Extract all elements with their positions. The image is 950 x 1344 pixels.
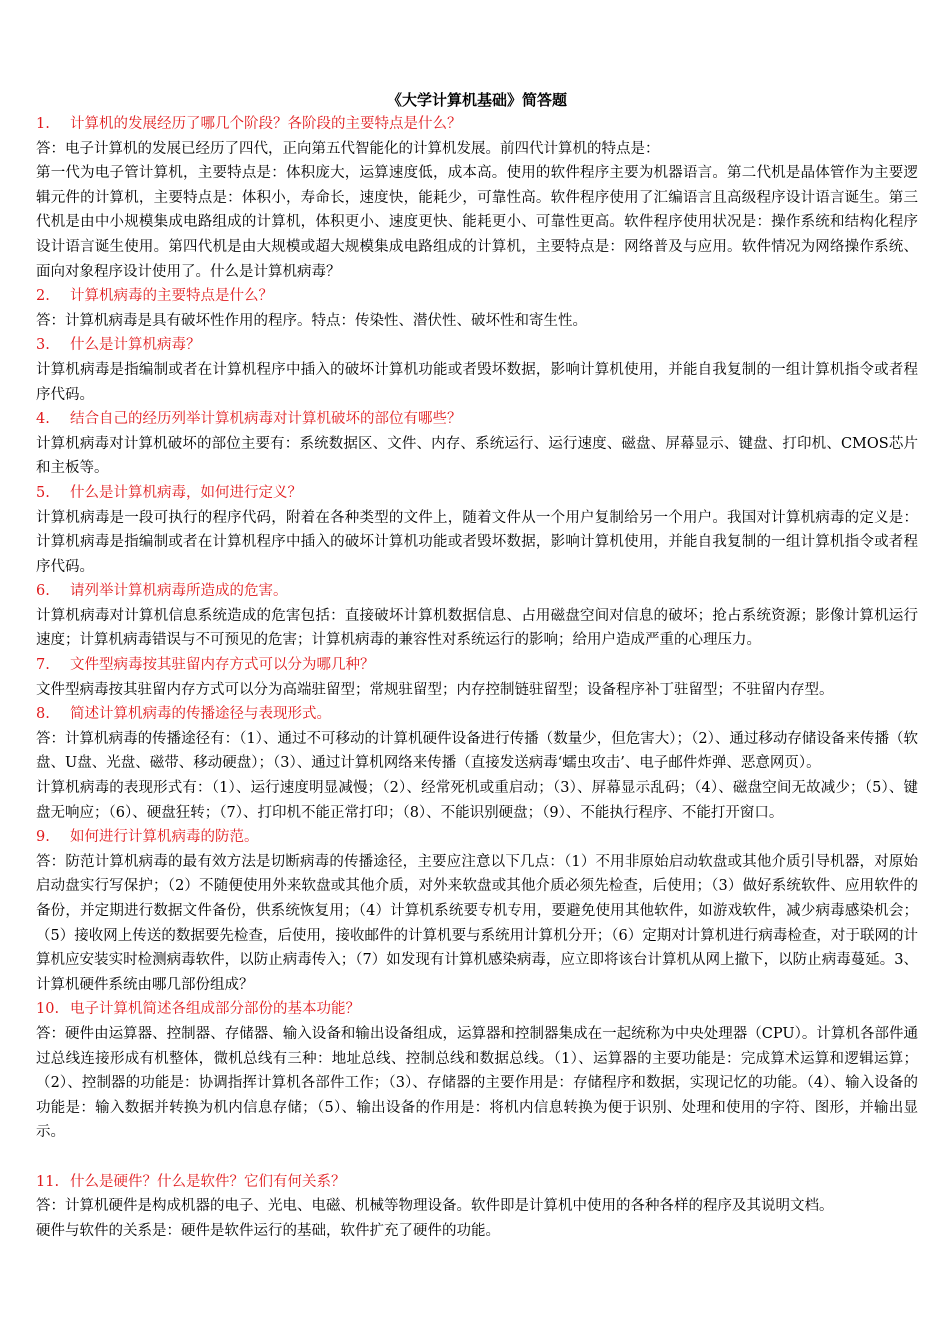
question-number: 8. (36, 706, 50, 723)
question-text: 结合自己的经历列举计算机病毒对计算机破坏的部位有哪些？ (70, 411, 462, 428)
question-number: 11. (36, 1173, 60, 1190)
qa-item-1 (36, 112, 918, 284)
question-number: 6. (36, 583, 50, 600)
document-title: 《大学计算机基础》简答题 (386, 91, 567, 109)
question-text: 文件型病毒按其驻留内存方式可以分为哪几种？ (70, 657, 375, 674)
question-3 (36, 333, 918, 358)
question-4 (36, 407, 918, 432)
question-text: 什么是硬件？什么是软件？它们有何关系？ (70, 1173, 346, 1190)
answer-paragraph: 答：计算机病毒是具有破坏性作用的程序。特点：传染性、潜伏性、破坏性和寄生性。 (36, 312, 587, 329)
answer-paragraph: 文件型病毒按其驻留内存方式可以分为高端驻留型；常规驻留型；内存控制链驻留型；设备程序补丁驻留型；不驻留内存型。 (36, 681, 834, 698)
question-text: 如何进行计算机病毒的防范。 (70, 829, 259, 846)
answer-paragraph: 计算机病毒的表现形式有：（1）、运行速度明显减慢；（2）、经常死机或重启动；（3）、屏幕显示乱码；（4）、磁盘空间无故减少；（5）、键盘无响应；（6）、硬盘狂转；（7）、打印机不能正常打印；（8）、不能识别硬盘；（9）、不能执行程序、不能打开窗口。 (36, 780, 918, 821)
qa-item-7 (36, 653, 918, 702)
qa-item-4 (36, 407, 918, 481)
question-text: 电子计算机简述各组成部分部份的基本功能？ (70, 1001, 360, 1018)
qa-item-11 (36, 1170, 918, 1244)
question-7 (36, 653, 918, 678)
qa-item-10 (36, 997, 918, 1145)
question-10 (36, 997, 918, 1022)
answer-paragraph: 硬件与软件的关系是：硬件是软件运行的基础，软件扩充了硬件的功能。 (36, 1222, 500, 1239)
document-page (36, 88, 918, 1243)
question-number: 7. (36, 657, 50, 674)
question-1 (36, 112, 918, 137)
question-text: 计算机的发展经历了哪几个阶段？各阶段的主要特点是什么？ (70, 116, 462, 132)
question-11 (36, 1170, 918, 1195)
question-number: 2. (36, 288, 50, 305)
question-9 (36, 825, 918, 850)
blank-line (36, 1145, 918, 1170)
qa-item-2 (36, 284, 918, 333)
question-text: 什么是计算机病毒，如何进行定义？ (70, 484, 302, 501)
answer-paragraph: 答：电子计算机的发展已经历了四代，正向第五代智能化的计算机发展。前四代计算机的特点是： (36, 140, 660, 157)
answer-paragraph: 答：计算机病毒的传播途径有：（1）、通过不可移动的计算机硬件设备进行传播（数量少，但危害大）；（2）、通过移动存储设备来传播（软盘、U盘、光盘、磁带、移动硬盘）；（3）、通过计算机网络来传播（直接发送病毒‘蠕虫攻击’、电子邮件炸弹、恶意网页）。 (36, 730, 918, 772)
question-number: 1. (36, 116, 50, 132)
question-text: 请列举计算机病毒所造成的危害。 (70, 583, 288, 600)
answer-paragraph: 答：计算机硬件是构成机器的电子、光电、电磁、机械等物理设备。软件即是计算机中使用的各种各样的程序及其说明文档。 (36, 1198, 834, 1215)
answer-paragraph: 计算机病毒是一段可执行的程序代码，附着在各种类型的文件上，随着文件从一个用户复制给另一个用户。我国对计算机病毒的定义是：计算机病毒是指编制或者在计算机程序中插入的破坏计算机功能或者毁坏数据，影响计算机使用，并能自我复制的一组计算机指令或者程序代码。 (36, 509, 918, 575)
question-number: 9. (36, 829, 50, 846)
qa-item-8 (36, 702, 918, 825)
question-number: 5. (36, 484, 50, 501)
qa-item-9 (36, 825, 918, 997)
question-text: 计算机病毒的主要特点是什么？ (70, 288, 273, 305)
answer-paragraph: 计算机病毒对计算机信息系统造成的危害包括：直接破坏计算机数据信息、占用磁盘空间对信息的破坏；抢占系统资源；影像计算机运行速度；计算机病毒错误与不可预见的危害；计算机病毒的兼容性对系统运行的影响；给用户造成严重的心理压力。 (36, 607, 918, 649)
question-number: 3. (36, 337, 50, 354)
answer-paragraph: 第一代为电子管计算机，主要特点是：体积庞大，运算速度低，成本高。使用的软件程序主要为机器语言。第二代机是晶体管作为主要逻辑元件的计算机，主要特点是：体积小，寿命长，速度快，能耗少，可靠性高。软件程序使用了汇编语言且高级程序设计语言诞生。第三代机是由中小规模集成电路组成的计算机，体积更小、速度更快、能耗更小、可靠性更高。软件程序使用状况是：操作系统和结构化程序设计语言诞生使用。第四代机是由大规模或超大规模集成电路组成的计算机，主要特点是：网络普及与应用。软件情况为网络操作系统、面向对象程序设计使用了。什么是计算机病毒？ (36, 165, 918, 280)
question-text: 简述计算机病毒的传播途径与表现形式。 (70, 706, 331, 723)
qa-item-3 (36, 333, 918, 407)
answer-paragraph: 计算机病毒对计算机破坏的部位主要有：系统数据区、文件、内存、系统运行、运行速度、磁盘、屏幕显示、键盘、打印机、CMOS芯片和主板等。 (36, 435, 918, 477)
question-6 (36, 579, 918, 604)
answer-paragraph: 答：硬件由运算器、控制器、存储器、输入设备和输出设备组成，运算器和控制器集成在一起统称为中央处理器（CPU）。计算机各部件通过总线连接形成有机整体，微机总线有三种：地址总线、控制总线和数据总线。（1）、运算器的主要功能是：完成算术运算和逻辑运算；（2）、控制器的功能是：协调指挥计算机各部件工作；（3）、存储器的主要作用是：存储程序和数据，实现记忆的功能。（4）、输入设备的功能是：输入数据并转换为机内信息存储；（5）、输出设备的作用是：将机内信息转换为便于识别、处理和使用的字符、图形，并输出显示。 (36, 1025, 918, 1141)
question-8 (36, 702, 918, 727)
question-number: 4. (36, 411, 50, 428)
question-5 (36, 481, 918, 506)
answer-paragraph: 答：防范计算机病毒的最有效方法是切断病毒的传播途径，主要应注意以下几点：（1）不用非原始启动软盘或其他介质引导机器，对原始启动盘实行写保护；（2）不随便使用外来软盘或其他介质，对外来软盘或其他介质必须先检查，后使用；（3）做好系统软件、应用软件的备份，并定期进行数据文件备份，供系统恢复用；（4）计算机系统要专机专用，要避免使用其他软件，如游戏软件，减少病毒感染机会；（5）接收网上传送的数据要先检查，后使用，接收邮件的计算机要与系统用计算机分开；（6）定期对计算机进行病毒检查，对于联网的计算机应安装实时检测病毒软件，以防止病毒传入；（7）如发现有计算机感染病毒，应立即将该台计算机从网上撤下，以防止病毒蔓延。3、计算机硬件系统由哪几部份组成？ (36, 853, 918, 993)
question-text: 什么是计算机病毒？ (70, 337, 201, 354)
qa-item-6 (36, 579, 918, 653)
qa-item-5 (36, 481, 918, 579)
answer-paragraph: 计算机病毒是指编制或者在计算机程序中插入的破坏计算机功能或者毁坏数据，影响计算机使用，并能自我复制的一组计算机指令或者程序代码。 (36, 361, 918, 403)
question-number: 10. (36, 1001, 60, 1018)
question-2 (36, 284, 918, 309)
